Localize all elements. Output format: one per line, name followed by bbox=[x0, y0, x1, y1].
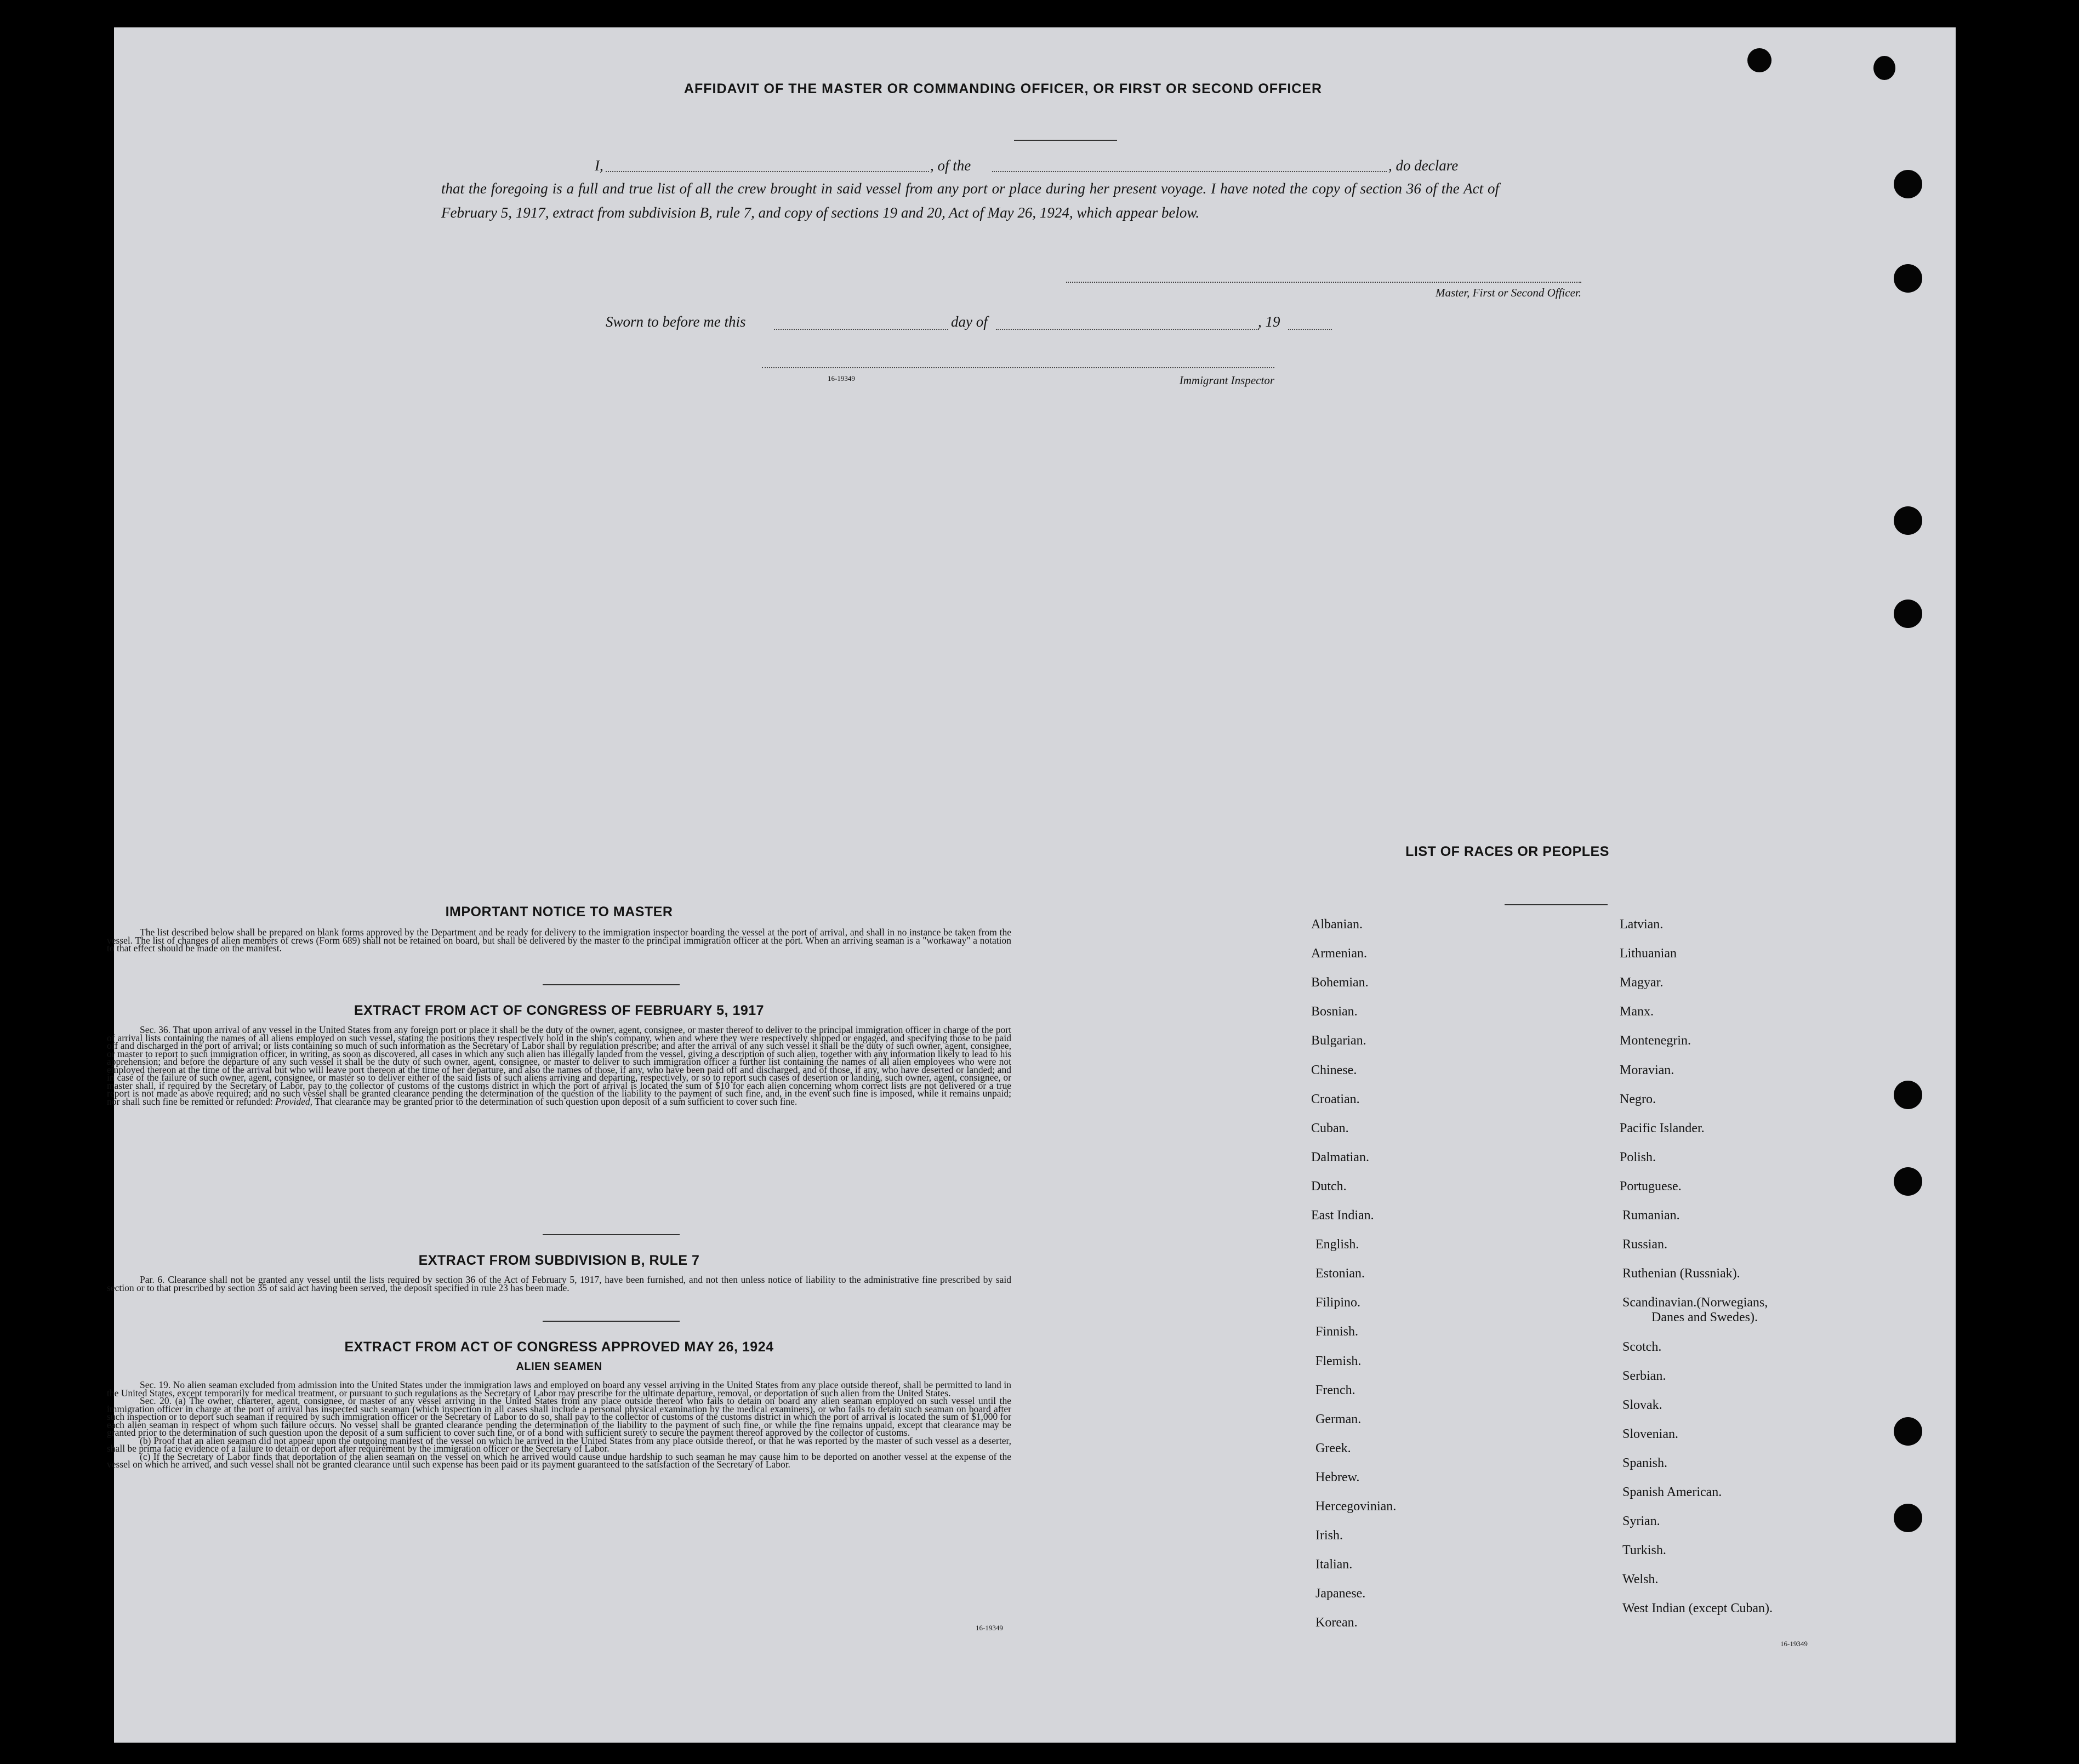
race-item: Moravian. bbox=[1620, 1063, 1674, 1077]
race-item: Portuguese. bbox=[1620, 1179, 1682, 1194]
punch-hole bbox=[1894, 1504, 1922, 1532]
race-item: Magyar. bbox=[1620, 975, 1664, 990]
of-the-label: , of the bbox=[930, 157, 971, 174]
race-item: Irish. bbox=[1315, 1528, 1343, 1543]
race-item: Italian. bbox=[1315, 1557, 1353, 1572]
punch-hole bbox=[1894, 264, 1922, 293]
punch-hole bbox=[1894, 600, 1922, 628]
punch-hole bbox=[1894, 170, 1922, 198]
race-item: Slovenian. bbox=[1622, 1426, 1678, 1441]
race-item: Montenegrin. bbox=[1620, 1034, 1691, 1048]
par6-paragraph: Par. 6. Clearance shall not be granted any vessel until the lists required by section 36 of the Act of February 5, 1917, have been furnished, and not then unless notice of liability to the administrative fine prescribed by said section or to that prescribed by section 35 of said act having been served, the deposit specified in rule 23 has been made. bbox=[107, 1274, 1011, 1293]
race-item: Filipino. bbox=[1315, 1295, 1361, 1310]
race-item: Danes and Swedes). bbox=[1651, 1310, 1758, 1325]
race-item: Lithuanian bbox=[1620, 946, 1677, 961]
day-of-label: day of bbox=[951, 313, 988, 330]
race-item: Finnish. bbox=[1315, 1325, 1359, 1339]
month-field[interactable] bbox=[996, 329, 1259, 330]
punch-hole bbox=[1873, 56, 1895, 80]
race-item: Latvian. bbox=[1620, 917, 1664, 932]
race-item: Scotch. bbox=[1622, 1339, 1662, 1354]
master-signature-line[interactable] bbox=[1066, 282, 1581, 283]
affidavit-title: AFFIDAVIT OF THE MASTER OR COMMANDING OFFICER, OR FIRST OR SECOND OFFICER bbox=[683, 81, 1323, 96]
sec36-text: Sec. 36. That upon arrival of any vessel in the United States from any foreign port or place it shall be the duty of the owner, agent, consignee, or master thereof to deliver to the principal immigration officer in charge of the port of arrival lists containing the names of all aliens employed on such vessel, stating the positions they respectively hold in the ship's company, when and where they were respectively shipped or engaged, and specifying those to be paid off and discharged in the port of arrival; or lists containing so much of such information as the Secretary of Labor shall by regulation prescribe; and after the arrival of any such vessel it shall be the duty of such owner, agent, consignee, or master to report to such immigration officer, in writing, as soon as discovered, all cases in which any such alien has illegally landed from the vessel, giving a description of such alien, together with any information likely to lead to his apprehension; and before the departure of any such vessel it shall be the duty of such owner, agent, consignee, or master to deliver to such immigration officer a further list containing the names of all alien employees who were not employed thereon at the time of the arrival but who will leave port thereon at the time of her departure, and also the names of those, if any, who have been paid off and discharged, and of those, if any, who have deserted or landed; and in case of the failure of such owner, agent, consignee, or master so to deliver either of the said lists of such aliens arriving and departing, respectively, or so to report such cases of desertion or landing, such owner, agent, consignee, or master shall, if required by the Secretary of Labor, pay to the collector of customs of the customs district in which the port of arrival is located the sum of $10 for each alien concerning whom correct lists are not delivered or a true report is not made as above required; and no such vessel shall be granted clearance pending the determination of the question of the liability to the payment of such fine, and, in the event such fine is imposed, while it remains unpaid; nor shall such fine be remitted or refunded: bbox=[107, 1024, 1011, 1107]
title-divider bbox=[1014, 140, 1117, 141]
sworn-label: Sworn to before me this bbox=[606, 313, 746, 330]
race-item: Estonian. bbox=[1315, 1266, 1365, 1281]
extract-1924-subtitle: ALIEN SEAMEN bbox=[516, 1361, 602, 1373]
form-number: 16-19349 bbox=[976, 1624, 1003, 1632]
race-item: Greek. bbox=[1315, 1441, 1351, 1455]
race-item: Croatian. bbox=[1311, 1092, 1360, 1106]
race-item: Spanish American. bbox=[1622, 1485, 1722, 1499]
race-item: Manx. bbox=[1620, 1004, 1654, 1019]
sec20b-paragraph: (b) Proof that an alien seaman did not appear upon the outgoing manifest of the vessel on which he arrived in the United States from any place outside thereof, or that he was reported by the master of such vessel as a deserter, shall be prima facie evidence of a failure to detain or deport after requirement by the immigration officer or the Secretary of Labor. bbox=[107, 1435, 1011, 1454]
race-item: Dalmatian. bbox=[1311, 1150, 1369, 1164]
i-label: I, bbox=[595, 157, 603, 174]
race-item: Flemish. bbox=[1315, 1354, 1362, 1368]
race-item: Slovak. bbox=[1622, 1397, 1662, 1412]
race-item: Pacific Islander. bbox=[1620, 1121, 1705, 1135]
race-item: Cuban. bbox=[1311, 1121, 1349, 1135]
vessel-field[interactable] bbox=[992, 171, 1387, 172]
master-signature-label: Master, First or Second Officer. bbox=[1436, 286, 1581, 299]
punch-hole bbox=[1894, 1167, 1922, 1196]
race-item: Hercegovinian. bbox=[1315, 1499, 1397, 1514]
punch-hole bbox=[1747, 48, 1772, 72]
punch-hole bbox=[1894, 1417, 1922, 1446]
form-number: 16-19349 bbox=[1780, 1640, 1808, 1648]
sec19-paragraph: Sec. 19. No alien seaman excluded from admission into the United States under the immigration laws and employed on board any vessel arriving in the United States from any place outside thereof, shall be permitted to land in the United States, except temporarily for medical treatment, or pursuant to such regulations as the Secretary of Labor may prescribe for the ultimate departure, removal, or deportation of such alien from the United States. bbox=[107, 1379, 1011, 1398]
punch-hole bbox=[1894, 506, 1922, 535]
affidavit-body: that the foregoing is a full and true list of all the crew brought in said vessel from any port or place during her present voyage. I have noted the copy of section 36 of the Act of February 5, 1917, extract from subdivision B, rule 7, and copy of sections 19 and 20, Act of May 26, 1924, which appear below. bbox=[441, 180, 1499, 221]
race-item: French. bbox=[1315, 1383, 1355, 1397]
section-divider bbox=[543, 984, 680, 985]
race-item: English. bbox=[1315, 1237, 1359, 1252]
form-number: 16-19349 bbox=[828, 374, 855, 383]
do-declare-label: , do declare bbox=[1388, 157, 1459, 174]
extract-1924-body bbox=[107, 1381, 1011, 1469]
race-item: Chinese. bbox=[1311, 1063, 1357, 1077]
notice-body bbox=[107, 928, 1011, 952]
extract-1917-title: EXTRACT FROM ACT OF CONGRESS OF FEBRUARY 5, 1917 bbox=[354, 1003, 765, 1018]
extract-rule7-body bbox=[107, 1276, 1011, 1292]
race-item: Bosnian. bbox=[1311, 1004, 1358, 1019]
section-divider bbox=[543, 1321, 680, 1322]
notice-title: IMPORTANT NOTICE TO MASTER bbox=[445, 904, 673, 920]
race-item: Ruthenian (Russniak). bbox=[1622, 1266, 1740, 1281]
year-field[interactable] bbox=[1288, 329, 1332, 330]
race-item: Negro. bbox=[1620, 1092, 1656, 1106]
notice-paragraph: The list described below shall be prepared on blank forms approved by the Department and be ready for delivery to the immigration inspector boarding the vessel at the port of arrival, and shall in no instance be taken from the vessel. The list of changes of alien members of crews (Form 689) shall not be retained on board, but shall be delivered by the master to the principal immigration officer at the port. When an arriving seaman is a "workaway" a notation to that effect should be made on the manifest. bbox=[107, 927, 1011, 954]
day-field[interactable] bbox=[774, 329, 948, 330]
sec36-end: That clearance may be granted prior to the determination of such question upon deposit of a sum sufficient to cover such fine. bbox=[315, 1095, 798, 1107]
extract-1924-title: EXTRACT FROM ACT OF CONGRESS APPROVED MAY 26, 1924 bbox=[344, 1339, 774, 1355]
year-label: , 19 bbox=[1258, 313, 1280, 330]
race-item: Albanian. bbox=[1311, 917, 1363, 932]
race-item: Welsh. bbox=[1622, 1572, 1659, 1587]
provided-label: Provided, bbox=[275, 1095, 312, 1107]
race-item: Polish. bbox=[1620, 1150, 1656, 1164]
race-item: Korean. bbox=[1315, 1615, 1358, 1630]
race-item: Bulgarian. bbox=[1311, 1034, 1366, 1048]
section-divider bbox=[543, 1234, 680, 1235]
sec20c-paragraph: (c) If the Secretary of Labor finds that deportation of the alien seaman on the vessel on which he arrived would cause undue hardship to such seaman he may cause him to be deported on another vessel at the expense of the vessel on which he arrived, and such vessel shall not be granted clearance until such expense has been paid or its payment guaranteed to the satisfaction of the Secretary of Labor. bbox=[107, 1451, 1011, 1470]
sec20a-paragraph: Sec. 20. (a) The owner, charterer, agent, consignee, or master of any vessel arriving in the United States from any place outside thereof who fails to detain on board any alien seaman employed on such vessel until the immigration officer in charge at the port of arrival has inspected such seaman (which inspection in all cases shall include a personal physical examination by the medical examiners), or who fails to detain such seaman on board after such inspection or to deport such seaman if required by such immigration officer or the Secretary of Labor to do so, shall pay to the collector of customs of the customs district in which the port of arrival is located the sum of $1,000 for each alien seaman in respect of whom such failure occurs. No vessel shall be granted clearance pending the determination of the liability to the payment of such fine, or while the fine remains unpaid, except that clearance may be granted prior to the determination of such question upon the deposit of a sum sufficient to cover such fine, or of a bond with sufficient surety to secure the payment thereof approved by the collector of customs. bbox=[107, 1395, 1011, 1438]
extract-rule7-title: EXTRACT FROM SUBDIVISION B, RULE 7 bbox=[418, 1253, 700, 1268]
race-item: Bohemian. bbox=[1311, 975, 1369, 990]
inspector-signature-line[interactable] bbox=[762, 367, 1274, 368]
race-item: Syrian. bbox=[1622, 1514, 1660, 1529]
race-item: Spanish. bbox=[1622, 1455, 1668, 1470]
race-item: West Indian (except Cuban). bbox=[1622, 1601, 1773, 1616]
race-item: Serbian. bbox=[1622, 1368, 1666, 1383]
sec36-paragraph bbox=[107, 1026, 1011, 1105]
race-item: Dutch. bbox=[1311, 1179, 1347, 1194]
race-item: Rumanian. bbox=[1622, 1208, 1680, 1223]
race-item: Japanese. bbox=[1315, 1586, 1366, 1601]
races-divider bbox=[1505, 904, 1608, 905]
races-title: LIST OF RACES OR PEOPLES bbox=[1405, 844, 1609, 859]
name-field[interactable] bbox=[606, 171, 929, 172]
race-item: Armenian. bbox=[1311, 946, 1367, 961]
sworn-line bbox=[606, 313, 1318, 338]
punch-hole bbox=[1894, 1081, 1922, 1109]
race-item: East Indian. bbox=[1311, 1208, 1374, 1223]
race-item: Russian. bbox=[1622, 1237, 1668, 1252]
extract-1917-body bbox=[107, 1026, 1011, 1105]
race-item: Scandinavian.(Norwegians, bbox=[1622, 1295, 1768, 1310]
race-item: Hebrew. bbox=[1315, 1470, 1360, 1485]
inspector-label: Immigrant Inspector bbox=[1179, 374, 1274, 387]
race-item: Turkish. bbox=[1622, 1543, 1666, 1558]
race-item: German. bbox=[1315, 1412, 1362, 1426]
